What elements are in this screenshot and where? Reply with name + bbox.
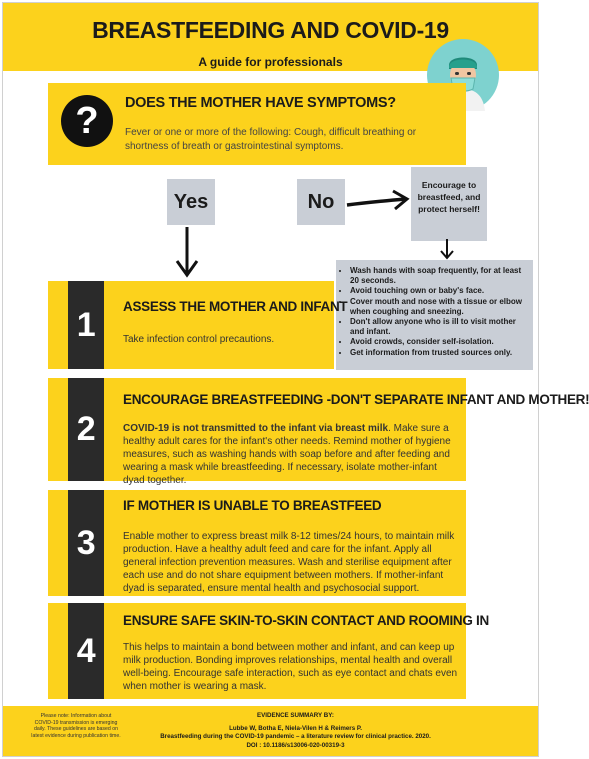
symptom-question-heading: DOES THE MOTHER HAVE SYMPTOMS? — [125, 95, 396, 111]
evidence-reference: Breastfeeding during the COVID-19 pandemic – a literature review for clinical practice. 2020. — [160, 733, 431, 741]
protection-measure-item: • Get information from trusted sources only. — [350, 348, 527, 358]
step-heading: IF MOTHER IS UNABLE TO BREASTFEED — [123, 498, 382, 513]
page-subtitle: A guide for professionals — [198, 55, 343, 69]
arrow-down-small-icon — [435, 237, 459, 261]
step-3-box — [48, 490, 466, 596]
step-heading: ASSESS THE MOTHER AND INFANT — [123, 299, 348, 314]
evidence-summary — [133, 712, 458, 750]
arrow-right-icon — [343, 189, 413, 215]
protection-measure-item: • Cover mouth and nose with a tissue or elbow when coughing and sneezing. — [350, 297, 527, 317]
evidence-title: EVIDENCE SUMMARY BY: — [257, 712, 334, 719]
step-number: 1 — [68, 281, 104, 369]
step-text — [123, 422, 459, 487]
protection-measures-list — [336, 260, 533, 370]
evidence-authors: Lubbe W, Botha E, Niela-Vilen H & Reimers P. — [229, 724, 362, 732]
yes-branch-label: Yes — [167, 179, 215, 225]
step-number: 2 — [68, 378, 104, 481]
protection-measure-item: • Don't allow anyone who is ill to visit mother and infant. — [350, 317, 527, 337]
symptom-question-text: Fever or one or more of the following: Cough, difficult breathing or shortness of breath or gastrointestinal symptoms. — [125, 127, 417, 152]
footer-note: Please note: Information about COVID-19 transmission is emerging daily. These guidelines are based on latest evidence during publication time. — [31, 713, 121, 739]
step-1-box — [48, 281, 348, 369]
step-number: 3 — [68, 490, 104, 596]
step-text: Enable mother to express breast milk 8-12 times/24 hours, to maintain milk production. Have a healthy adult feed and care for the infant. Apply all general infection prevention measures. Wash and sterilise equipment after each use and do not share equipment between mothers. If mother-infant dyad is separated, ensure mental health and psychosocial support. — [123, 531, 455, 594]
evidence-doi: DOI : 10.1186/s13006-020-00319-3 — [246, 741, 345, 749]
step-4-box — [48, 603, 489, 699]
infographic-page — [2, 2, 589, 757]
encourage-breastfeed-box: Encourage to breastfeed, and protect herself! — [411, 167, 487, 241]
question-mark-icon: ? — [61, 95, 113, 147]
step-text-bold: COVID-19 is not transmitted to the infant via breast milk — [123, 423, 389, 434]
protection-measure-item: • Avoid crowds, consider self-isolation. — [350, 337, 527, 347]
step-heading: ENSURE SAFE SKIN-TO-SKIN CONTACT AND ROOMING IN — [123, 613, 489, 628]
step-number: 4 — [68, 603, 104, 699]
arrow-down-icon — [169, 223, 205, 281]
step-2-box — [48, 378, 589, 486]
no-branch-label: No — [297, 179, 345, 225]
step-heading: ENCOURAGE BREASTFEEDING -DON'T SEPARATE INFANT AND MOTHER! — [123, 392, 589, 407]
step-text: Take infection control precautions. — [123, 334, 275, 345]
protection-measure-item: • Wash hands with soap frequently, for at least 20 seconds. — [350, 266, 527, 286]
step-text: This helps to maintain a bond between mother and infant, and can keep up milk production. Bonding improves relationships, mental health and overall well-being. Encourage safe interaction, such as eye contact and chats even when mother is wearing a mask. — [123, 642, 458, 692]
protection-measure-item: • Avoid touching own or baby's face. — [350, 286, 527, 296]
step-text-body: . Make sure a healthy adult cares for the infant's other needs. Remind mother of hygiene measures, such as washing hands with soap before and after feeding and wearing a mask while breastfeeding. If necessary, isolate mother-infant dyad together. — [123, 423, 451, 486]
page-title: BREASTFEEDING AND COVID-19 — [92, 17, 449, 43]
